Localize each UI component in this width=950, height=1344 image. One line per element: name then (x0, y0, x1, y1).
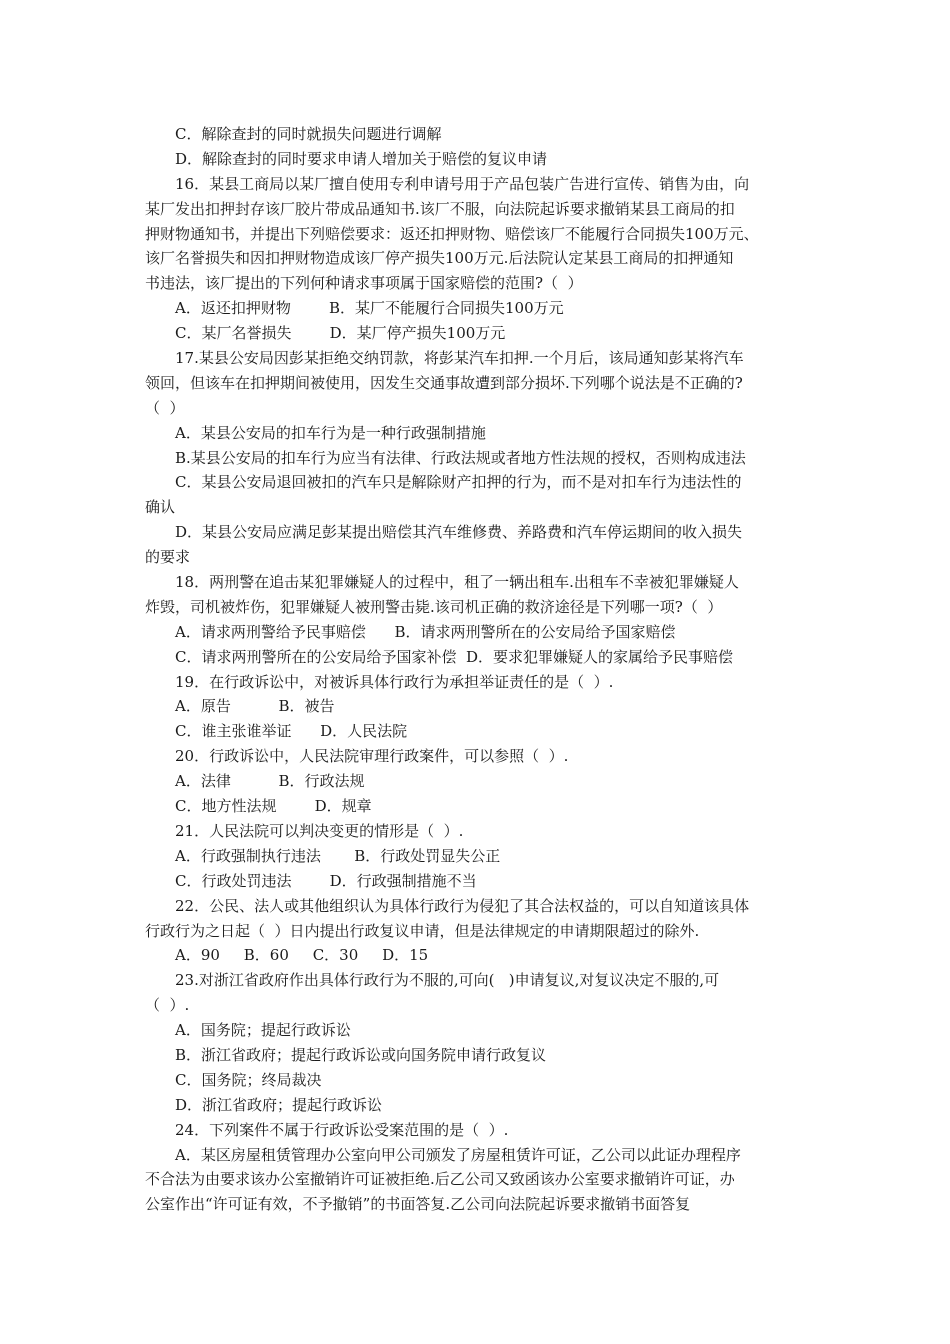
text-line: A．法律 B．行政法规 (175, 772, 365, 791)
text-line: C．地方性法规 D．规章 (175, 797, 372, 816)
text-line: 某厂发出扣押封存该厂胶片带成品通知书.该厂不服，向法院起诉要求撤销某县工商局的扣 (145, 199, 735, 218)
text-line: 19．在行政诉讼中，对被诉具体行政行为承担举证责任的是（ ）. (175, 672, 614, 691)
text-line: B.某县公安局的扣车行为应当有法律、行政法规或者地方性法规的授权，否则构成违法 (175, 448, 746, 467)
text-line: C．某县公安局退回被扣的汽车只是解除财产扣押的行为，而不是对扣车行为违法性的 (175, 473, 742, 492)
text-line: A．国务院；提起行政诉讼 (175, 1021, 351, 1040)
text-line: C．某厂名誉损失 D．某厂停产损失100万元 (175, 324, 506, 343)
text-line: A．原告 B．被告 (175, 697, 335, 716)
text-line: D．解除查封的同时要求申请人增加关于赔偿的复议申请 (175, 149, 548, 168)
text-line: A．某区房屋租赁管理办公室向甲公司颁发了房屋租赁许可证，乙公司以此证办理程序 (175, 1145, 741, 1164)
text-line: D．某县公安局应满足彭某提出赔偿其汽车维修费、养路费和汽车停运期间的收入损失 (175, 523, 743, 542)
text-line: 公室作出“许可证有效，不予撤销”的书面答复.乙公司向法院起诉要求撤销书面答复 (145, 1195, 691, 1214)
text-line: C．解除查封的同时就损失问题进行调解 (175, 125, 442, 143)
text-line: 书违法，该厂提出的下列何种请求事项属于国家赔偿的范围?（ ） (145, 274, 583, 293)
text-line: 21．人民法院可以判决变更的情形是（ ）. (175, 821, 464, 840)
text-line: 确认 (145, 498, 176, 517)
text-line: C．国务院；终局裁决 (175, 1070, 322, 1089)
text-line: 该厂名誉损失和因扣押财物造成该厂停产损失100万元.后法院认定某县工商局的扣押通知 (145, 249, 734, 268)
text-line: A．90 B．60 C．30 D．15 (175, 946, 429, 965)
text-line: C．请求两刑警所在的公安局给予国家补偿 D．要求犯罪嫌疑人的家属给予民事赔偿 (175, 647, 734, 666)
text-line: A．行政强制执行违法 B．行政处罚显失公正 (175, 846, 501, 865)
text-line: C．谁主张谁举证 D．人民法院 (175, 722, 408, 741)
text-line: 领回，但该车在扣押期间被使用，因发生交通事故遭到部分损坏.下列哪个说法是不正确的? (145, 373, 743, 392)
text-line: 22．公民、法人或其他组织认为具体行政行为侵犯了其合法权益的，可以自知道该具体 (175, 896, 750, 915)
document-body (145, 122, 810, 1217)
text-line: 24．下列案件不属于行政诉讼受案范围的是（ ）. (175, 1120, 509, 1139)
text-line: 押财物通知书，并提出下列赔偿要求：返还扣押财物、赔偿该厂不能履行合同损失100万元、 (145, 224, 759, 243)
text-line: （ ）. (145, 996, 190, 1015)
text-line: 17.某县公安局因彭某拒绝交纳罚款，将彭某汽车扣押.一个月后，该局通知彭某将汽车 (175, 349, 744, 368)
text-line: 炸毁，司机被炸伤，犯罪嫌疑人被刑警击毙.该司机正确的救济途径是下列哪一项?（ ） (145, 597, 723, 616)
text-line: D．浙江省政府；提起行政诉讼 (175, 1095, 383, 1114)
text-line: A．请求两刑警给予民事赔偿 B．请求两刑警所在的公安局给予国家赔偿 (175, 622, 676, 641)
text-line: 行政行为之日起（ ）日内提出行政复议申请，但是法律规定的申请期限超过的除外. (145, 921, 700, 940)
text-line: 16．某县工商局以某厂擅自使用专利申请号用于产品包装广告进行宣传、销售为由，向 (175, 174, 750, 193)
text-line: C．行政处罚违法 D．行政强制措施不当 (175, 871, 477, 890)
text-line: A．返还扣押财物 B．某厂不能履行合同损失100万元 (175, 299, 564, 318)
text-line: （ ） (145, 398, 185, 417)
text-line: 的要求 (145, 548, 191, 567)
text-line: A．某县公安局的扣车行为是一种行政强制措施 (175, 423, 486, 442)
text-line: 23.对浙江省政府作出具体行政行为不服的,可向( )申请复议,对复议决定不服的,可 (175, 971, 720, 990)
text-line: 不合法为由要求该办公室撤销许可证被拒绝.后乙公司又致函该办公室要求撤销许可证，办 (145, 1170, 735, 1189)
text-line: 18．两刑警在追击某犯罪嫌疑人的过程中，租了一辆出租车.出租车不幸被犯罪嫌疑人 (175, 573, 739, 592)
text-line: B．浙江省政府；提起行政诉讼或向国务院申请行政复议 (175, 1045, 547, 1064)
text-line: 20．行政诉讼中，人民法院审理行政案件，可以参照（ ）. (175, 747, 569, 766)
